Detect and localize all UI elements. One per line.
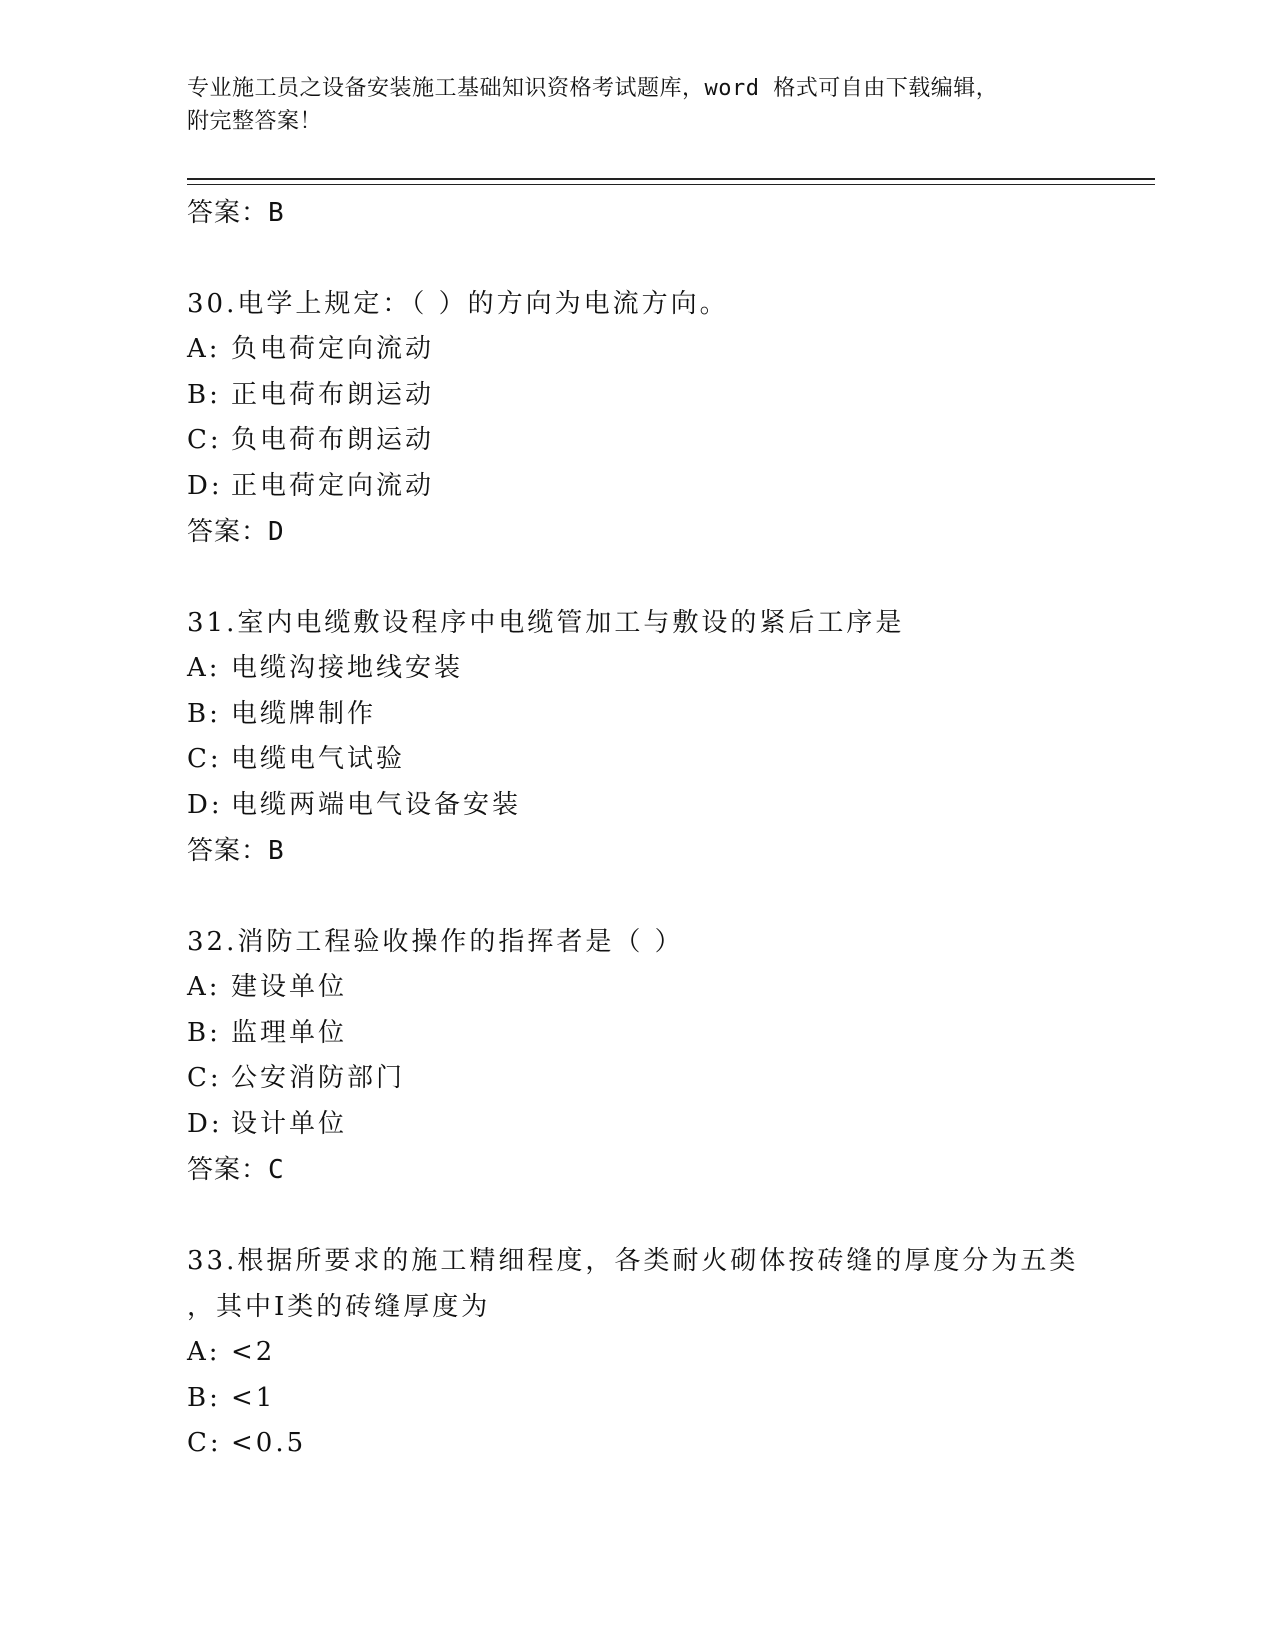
option-text: 正电荷定向流动 [231, 470, 435, 501]
option-c [187, 1056, 1107, 1102]
option-c [187, 418, 1107, 464]
option-b [187, 1011, 1107, 1057]
answer-line: 答案：B [187, 836, 285, 866]
option-text: 设计单位 [231, 1108, 348, 1139]
option-c [187, 737, 1107, 783]
header-line-1: 专业施工员之设备安装施工基础知识资格考试题库，word 格式可自由下载编辑， [187, 76, 999, 101]
answer-line: 答案：C [187, 1155, 285, 1185]
answer-line: 答案：D [187, 517, 285, 547]
option-d [187, 1102, 1107, 1148]
option-letter: D: [187, 789, 223, 820]
question-text-line-2: ，其中Ⅰ类的砖缝厚度为 [187, 1292, 491, 1322]
option-a [187, 965, 1107, 1011]
option-a [187, 327, 1107, 373]
header-line-2: 附完整答案！ [187, 109, 323, 134]
option-letter: A: [187, 1337, 221, 1367]
option-text: 负电荷布朗运动 [231, 425, 435, 455]
question-text: 32.消防工程验收操作的指挥者是（ ） [187, 927, 684, 957]
question-text: 30.电学上规定：（ ）的方向为电流方向。 [187, 289, 729, 319]
option-c [187, 1421, 1107, 1467]
question-item [187, 600, 1107, 874]
option-letter: B: [187, 1017, 221, 1048]
document-header [187, 72, 1087, 138]
option-letter: C: [187, 425, 222, 455]
question-item [187, 919, 1107, 1193]
option-text: 正电荷布朗运动 [231, 379, 435, 410]
option-d [187, 464, 1107, 510]
option-letter: C: [187, 1063, 222, 1093]
header-divider-thin [187, 184, 1155, 185]
option-a [187, 1330, 1107, 1376]
option-text: 电缆沟接地线安装 [231, 653, 464, 683]
option-text: 电缆电气试验 [231, 744, 406, 774]
option-letter: A: [187, 334, 221, 364]
option-b [187, 1376, 1107, 1422]
option-letter: C: [187, 744, 222, 774]
question-list [187, 190, 1107, 1467]
question-text: 31.室内电缆敷设程序中电缆管加工与敷设的紧后工序是 [187, 608, 905, 638]
option-letter: A: [187, 653, 221, 683]
option-letter: D: [187, 1108, 223, 1139]
option-text: 监理单位 [231, 1017, 348, 1048]
option-letter: C: [187, 1428, 222, 1458]
option-a [187, 646, 1107, 692]
option-text: <2 [231, 1337, 276, 1367]
question-text-line-1: 33.根据所要求的施工精细程度，各类耐火砌体按砖缝的厚度分为五类 [187, 1246, 1079, 1276]
option-text: <0.5 [231, 1428, 307, 1458]
option-text: 电缆两端电气设备安装 [231, 789, 522, 820]
option-b [187, 373, 1107, 419]
question-item [187, 1238, 1107, 1467]
option-text: 公安消防部门 [231, 1063, 406, 1093]
option-b [187, 692, 1107, 738]
option-text: 负电荷定向流动 [231, 334, 435, 364]
option-letter: D: [187, 470, 223, 501]
answer-line: 答案：B [187, 198, 285, 228]
option-letter: B: [187, 1382, 221, 1413]
option-text: 电缆牌制作 [231, 698, 377, 729]
option-text: 建设单位 [231, 972, 348, 1002]
option-letter: B: [187, 379, 221, 410]
option-letter: A: [187, 972, 221, 1002]
option-text: <1 [231, 1382, 276, 1413]
header-divider-thick [187, 178, 1155, 180]
option-d [187, 783, 1107, 829]
option-letter: B: [187, 698, 221, 729]
question-item [187, 281, 1107, 555]
